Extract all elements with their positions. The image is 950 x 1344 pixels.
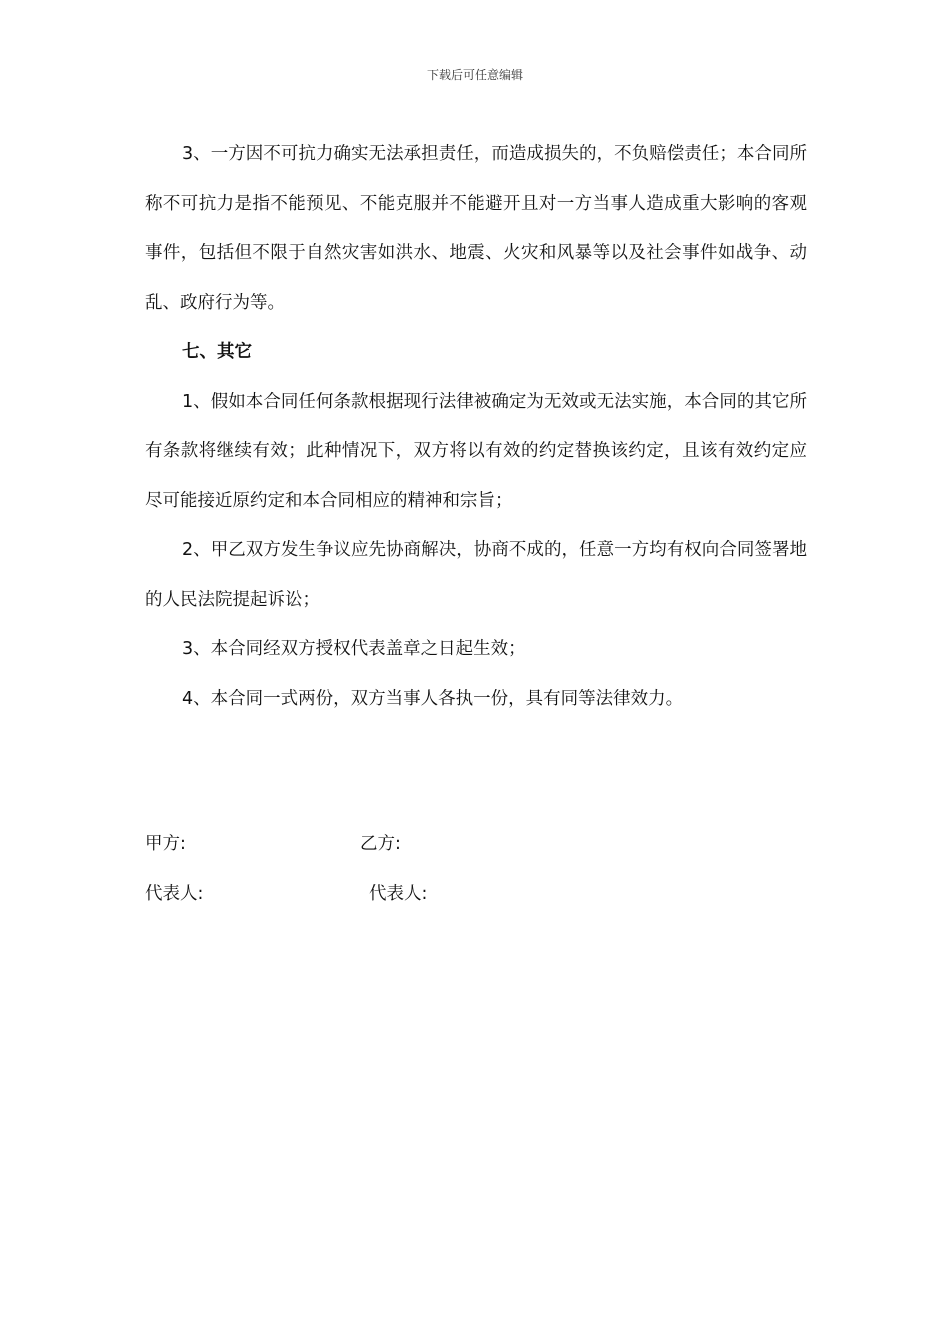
party-a-label: 甲方: <box>145 834 186 854</box>
representative-row <box>145 880 807 930</box>
party-b-label: 乙方: <box>360 834 401 854</box>
signature-block <box>145 830 807 930</box>
clause-copies: 4、本合同一式两份，双方当事人各执一份，具有同等法律效力。 <box>182 688 684 709</box>
clause-force-majeure: 3、一方因不可抗力确实无法承担责任，而造成损失的，不负赔偿责任；本合同所称不可抗力是指不能预见、不能克服并不能避开且对一方当事人造成重大影响的客观事件，包括但不限于自然灾害如洪水、地震、火灾和风暴等以及社会事件如战争、动乱、政府行为等。 <box>145 144 807 313</box>
contract-body <box>145 130 807 724</box>
page-header-note: 下载后可任意编辑 <box>426 68 523 82</box>
section-heading-other: 七、其它 <box>182 342 252 362</box>
clause-severability: 1、假如本合同任何条款根据现行法律被确定为无效或无法实施，本合同的其它所有条款将继续有效；此种情况下，双方将以有效的约定替换该约定，且该有效约定应尽可能接近原约定和本合同相应的精神和宗旨； <box>145 391 807 511</box>
clause-dispute-resolution: 2、甲乙双方发生争议应先协商解决，协商不成的，任意一方均有权向合同签署地的人民法院提起诉讼； <box>145 540 807 610</box>
clause-effective-date: 3、本合同经双方授权代表盖章之日起生效； <box>182 639 526 659</box>
rep-b-label: 代表人: <box>369 884 428 904</box>
rep-a-label: 代表人: <box>145 884 204 904</box>
party-row <box>145 830 807 880</box>
